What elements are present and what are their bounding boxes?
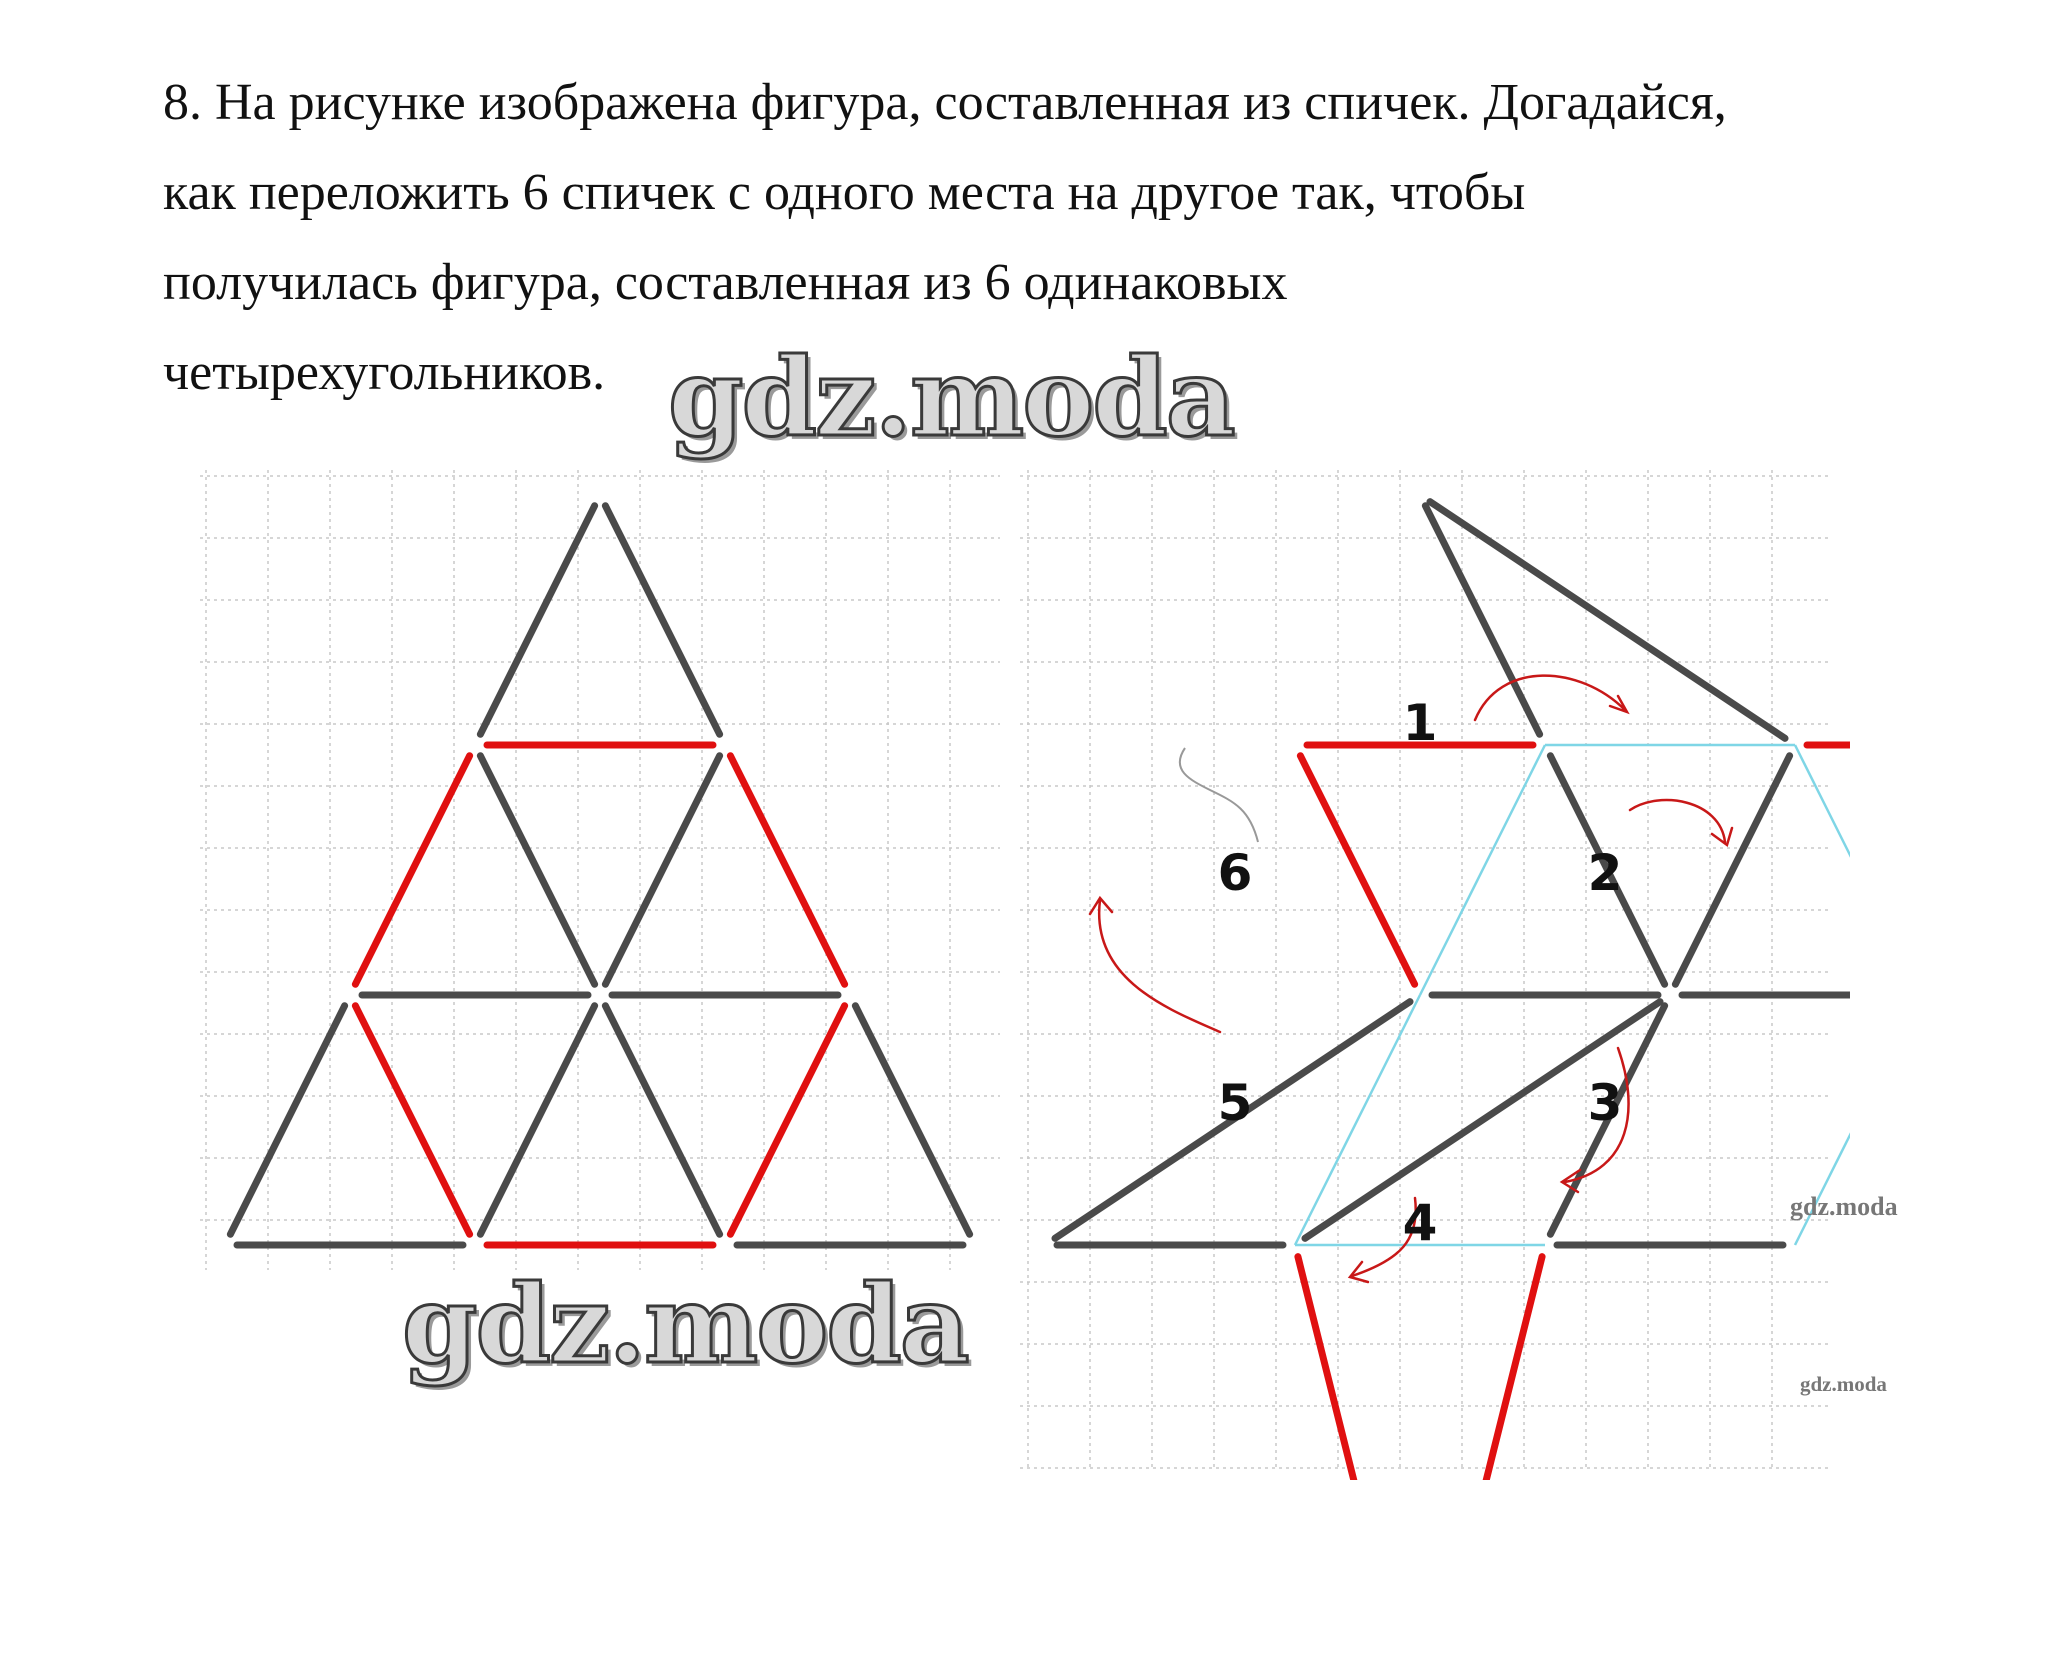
- match-dark: [855, 1006, 969, 1235]
- watermark-bottom: gdz.moda: [402, 1262, 968, 1388]
- move-arrow-2: [1630, 800, 1732, 845]
- solution-figure: [1020, 470, 1850, 1480]
- task-line-2: как переложить 6 спичек с одного места на другое так, чтобы: [163, 164, 1526, 221]
- ghost-match-2: [1795, 745, 1850, 995]
- grid-lines: [200, 470, 1000, 1270]
- ghost-match-6: [1420, 745, 1545, 995]
- watermark-small-1: gdz.moda: [1790, 1192, 1898, 1221]
- watermark-top: gdz.moda: [668, 335, 1234, 461]
- initial-figure: [200, 470, 1020, 1280]
- match-red: [355, 756, 469, 985]
- match-dark: [605, 1006, 719, 1235]
- match-dark: [230, 1006, 344, 1235]
- match-red: [1298, 1257, 1417, 1480]
- grid-lines: [1020, 470, 1830, 1470]
- task-line-1: 8. На рисунке изображена фигура, составленная из спичек. Догадайся,: [163, 74, 1727, 131]
- task-line-3: получилась фигура, составленная из 6 одинаковых: [163, 254, 1288, 311]
- match-number-2: 2: [1587, 844, 1623, 902]
- move-arrow-5: [1090, 898, 1220, 1032]
- match-number-4: 4: [1402, 1194, 1438, 1252]
- match-number-3: 3: [1587, 1074, 1623, 1132]
- move-arrow-6: [1180, 748, 1258, 842]
- match-red: [730, 756, 844, 985]
- move-arrow-1: [1475, 676, 1627, 720]
- match-number-5: 5: [1217, 1074, 1253, 1132]
- watermark-small-2: gdz.moda: [1800, 1372, 1887, 1396]
- task-line-4: четырехугольников.: [163, 344, 606, 401]
- match-red: [730, 1006, 844, 1235]
- match-number-6: 6: [1217, 844, 1253, 902]
- match-number-1: 1: [1402, 694, 1438, 752]
- match-red: [355, 1006, 469, 1235]
- match-red: [1300, 756, 1414, 985]
